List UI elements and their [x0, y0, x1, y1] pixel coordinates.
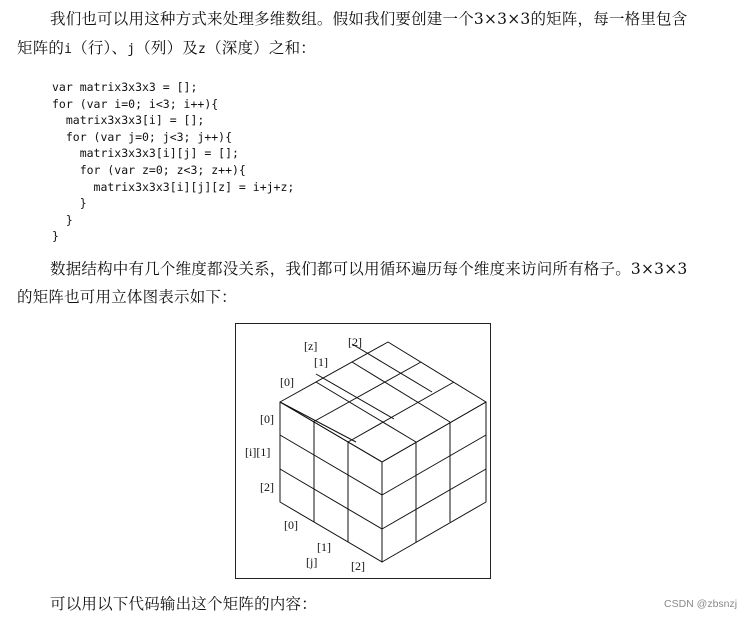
code-line: for (var i=0; i<3; i++){: [52, 96, 219, 111]
intro-line-1: 我们也可以用这种方式来处理多维数组。假如我们要创建一个3×3×3的矩阵，每一格里包含: [50, 10, 688, 28]
paragraph-2-line-1: 数据结构中有几个维度都没关系，我们都可以用循环遍历每个维度来访问所有格子。3×3×3: [50, 260, 688, 278]
z-axis-label: [z]: [304, 339, 318, 353]
i-index-2: [2]: [260, 480, 274, 494]
cube-figure: [235, 323, 491, 579]
csdn-watermark: CSDN @zbsnzj: [664, 598, 738, 610]
j-index-2: [2]: [351, 559, 365, 573]
j-axis-label: [j]: [306, 555, 318, 569]
variable-j: j: [127, 42, 136, 57]
cube-diagram: [236, 324, 492, 580]
variable-i: i: [64, 42, 73, 57]
intro-line-2-col: （列）及: [135, 39, 199, 57]
closing-line: 可以用以下代码输出这个矩阵的内容：: [50, 595, 317, 613]
intro-line-2-start: 矩阵的: [17, 39, 65, 57]
code-line: }: [52, 196, 87, 211]
code-line: matrix3x3x3[i] = [];: [52, 113, 205, 128]
j-index-1: [1]: [317, 540, 331, 554]
code-line: var matrix3x3x3 = [];: [52, 80, 198, 94]
intro-paragraph-cont: [17, 35, 316, 63]
z-index-1: [1]: [314, 355, 328, 369]
paragraph-2-line-2: 的矩阵也可用立体图表示如下：: [17, 288, 237, 306]
intro-paragraph: [50, 6, 687, 33]
code-line: matrix3x3x3[i][j][z] = i+j+z;: [52, 179, 295, 194]
i-index-0: [0]: [260, 412, 274, 426]
cube-lines: [280, 324, 486, 562]
intro-line-2-row: （行）、: [72, 39, 128, 57]
j-index-0: [0]: [284, 518, 298, 532]
z-index-2: [2]: [348, 335, 362, 349]
code-line: }: [52, 212, 73, 227]
z-index-0: [0]: [280, 375, 294, 389]
i-index-1: [i][1]: [245, 445, 271, 459]
code-line: for (var z=0; z<3; z++){: [52, 162, 246, 177]
code-block: [52, 79, 294, 245]
closing-paragraph: [50, 591, 317, 618]
paragraph-2: [50, 256, 687, 283]
paragraph-2-cont: [17, 284, 237, 311]
code-line: matrix3x3x3[i][j] = [];: [52, 146, 239, 161]
intro-line-2-depth: （深度）之和：: [206, 39, 316, 57]
variable-z: z: [198, 42, 207, 57]
code-line: for (var j=0; j<3; j++){: [52, 129, 233, 144]
code-line: }: [52, 229, 59, 244]
